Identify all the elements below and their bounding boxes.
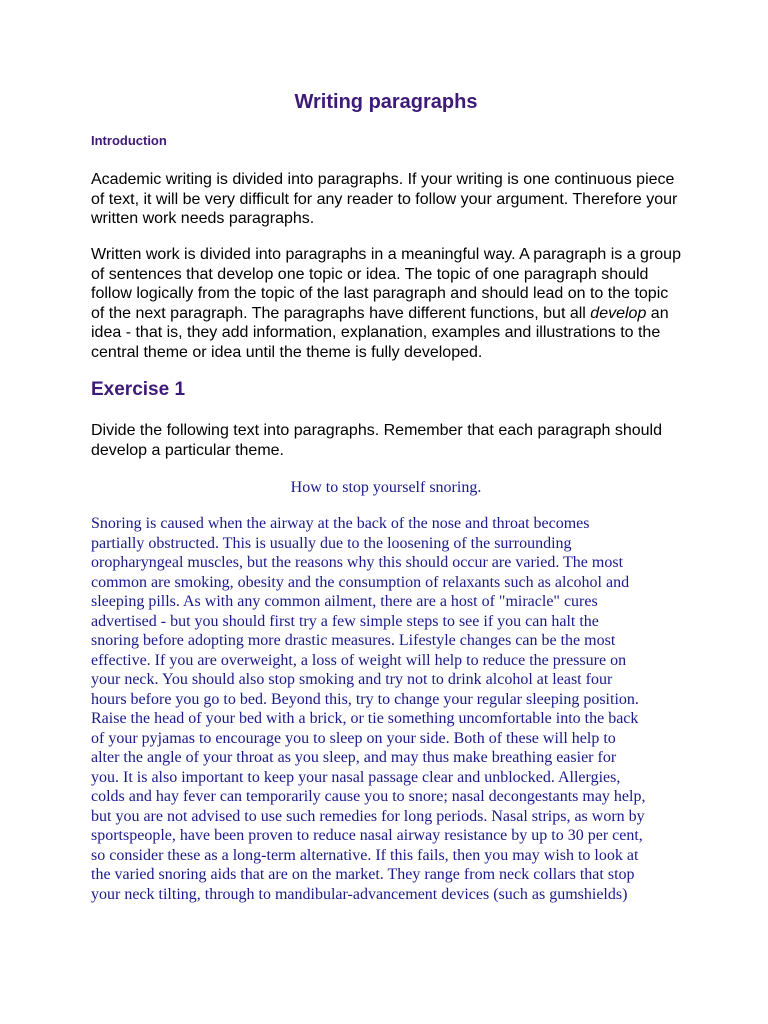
story-line: of your pyjamas to encourage you to sleep on your side. Both of these will help to — [91, 729, 616, 747]
story-line: your neck tilting, through to mandibular-advancement devices (such as gumshields) — [91, 885, 628, 903]
intro-paragraph-2-before: Written work is divided into paragraphs in a meaningful way. A paragraph is a group of sentences that develop one topic or idea. The topic of one paragraph should follow logically from the topic of the last paragraph and should lead on to the topic of the next paragraph. The paragraphs have different functions, but all — [91, 246, 681, 322]
story-line: so consider these as a long-term alternative. If this fails, then you may wish to look at — [91, 846, 639, 864]
story-line: sleeping pills. As with any common ailment, there are a host of "miracle" cures — [91, 593, 598, 610]
story-title: How to stop yourself snoring. — [290, 479, 482, 496]
page-title: Writing paragraphs — [294, 91, 478, 113]
introduction-heading: Introduction — [91, 133, 167, 148]
intro-paragraph-1: Academic writing is divided into paragraphs. If your writing is one continuous piece of text, it will be very difficult for any reader to follow your argument. Therefore your written work needs paragraphs. — [91, 171, 678, 227]
exercise-heading: Exercise 1 — [91, 379, 186, 400]
story-line: you. It is also important to keep your nasal passage clear and unblocked. Allergies, — [91, 768, 621, 786]
story-line: common are smoking, obesity and the consumption of relaxants such as alcohol and — [91, 573, 630, 591]
story-line: sportspeople, have been proven to reduce nasal airway resistance by up to 30 per cent, — [91, 827, 643, 844]
story-line: effective. If you are overweight, a loss of weight will help to reduce the pressure on — [91, 651, 627, 669]
story-line: hours before you go to bed. Beyond this, try to change your regular sleeping position. — [91, 690, 639, 708]
story-line: Snoring is caused when the airway at the back of the nose and throat becomes — [91, 515, 590, 532]
story-line: oropharyngeal muscles, but the reasons why this should occur are varied. The most — [91, 554, 624, 571]
story-line: alter the angle of your throat as you sleep, and may thus make breathing easier for — [91, 749, 617, 766]
story-line: advertised - but you should first try a few simple steps to see if you can halt the — [91, 612, 599, 630]
develop-emphasis: develop — [590, 304, 647, 322]
story-text — [91, 514, 681, 904]
intro-paragraph-2-after: an idea - that is, they add information, explanation, examples and illustrations to the central theme or idea until the theme is fully developed. — [91, 304, 669, 361]
story-line: snoring before adopting more drastic measures. Lifestyle changes can be the most — [91, 632, 616, 649]
story-line: partially obstructed. This is usually due to the loosening of the surrounding — [91, 534, 572, 552]
intro-paragraph-2 — [91, 245, 681, 362]
story-line: but you are not advised to use such remedies for long periods. Nasal strips, as worn by — [91, 807, 645, 825]
story-line: the varied snoring aids that are on the market. They range from neck collars that stop — [91, 866, 635, 883]
story-line: colds and hay fever can temporarily cause you to snore; nasal decongestants may help, — [91, 788, 646, 805]
story-line: your neck. You should also stop smoking and try not to drink alcohol at least four — [91, 671, 613, 688]
story-line: Raise the head of your bed with a brick, or tie something uncomfortable into the back — [91, 710, 639, 727]
exercise-instruction: Divide the following text into paragraphs. Remember that each paragraph should develop a particular theme. — [91, 422, 662, 459]
